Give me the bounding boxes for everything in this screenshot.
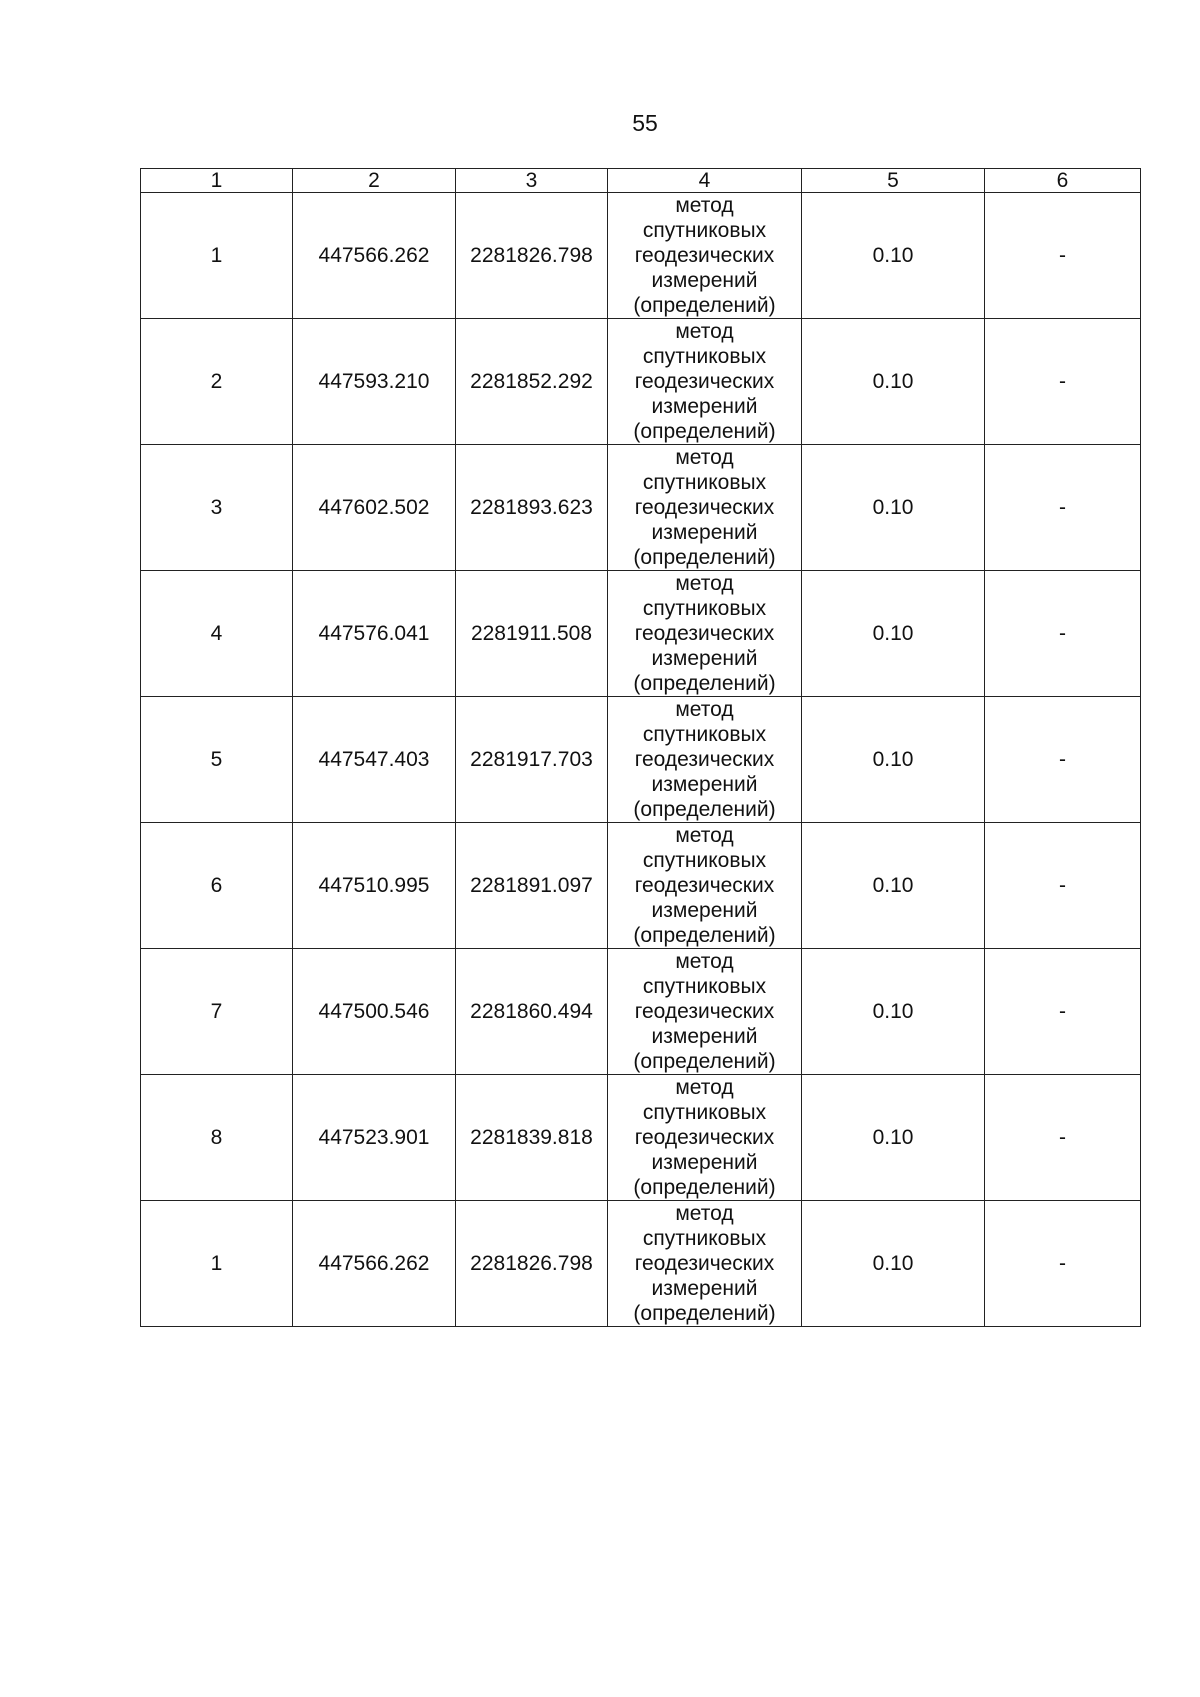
- method-line: спутниковых: [642, 1101, 767, 1124]
- table-row: [141, 697, 1141, 823]
- method-line: измерений: [651, 521, 758, 544]
- page-number: 55: [632, 110, 658, 136]
- method-line: метод: [675, 1076, 734, 1099]
- table-row: [141, 571, 1141, 697]
- note-cell: -: [985, 823, 1141, 949]
- method-line: геодезических: [634, 1000, 775, 1023]
- method-line: измерений: [651, 1151, 758, 1174]
- note-cell: -: [985, 445, 1141, 571]
- point-number-cell: 7: [141, 949, 293, 1075]
- method-line: (определений): [633, 672, 776, 695]
- method-cell: [608, 445, 802, 571]
- point-number-cell: 4: [141, 571, 293, 697]
- y-coordinate-cell: 2281826.798: [456, 193, 608, 319]
- y-coordinate-cell: 2281917.703: [456, 697, 608, 823]
- method-line: метод: [675, 572, 734, 595]
- coordinates-table-container: [140, 168, 1140, 1327]
- method-line: спутниковых: [642, 219, 767, 242]
- method-cell: [608, 319, 802, 445]
- y-coordinate-cell: 2281839.818: [456, 1075, 608, 1201]
- method-line: метод: [675, 194, 734, 217]
- method-line: спутниковых: [642, 723, 767, 746]
- method-cell: [608, 697, 802, 823]
- header-cell-4: 4: [608, 169, 802, 193]
- method-line: измерений: [651, 269, 758, 292]
- method-line: (определений): [633, 924, 776, 947]
- accuracy-cell: 0.10: [802, 445, 985, 571]
- method-line: метод: [675, 824, 734, 847]
- method-line: метод: [675, 950, 734, 973]
- method-line: измерений: [651, 1025, 758, 1048]
- y-coordinate-cell: 2281860.494: [456, 949, 608, 1075]
- note-cell: -: [985, 1201, 1141, 1327]
- header-cell-6: 6: [985, 169, 1141, 193]
- x-coordinate-cell: 447593.210: [293, 319, 456, 445]
- table-row: [141, 193, 1141, 319]
- method-line: спутниковых: [642, 975, 767, 998]
- method-line: спутниковых: [642, 597, 767, 620]
- header-cell-5: 5: [802, 169, 985, 193]
- method-line: метод: [675, 320, 734, 343]
- method-line: геодезических: [634, 370, 775, 393]
- method-line: геодезических: [634, 244, 775, 267]
- method-line: спутниковых: [642, 471, 767, 494]
- point-number-cell: 3: [141, 445, 293, 571]
- method-line: (определений): [633, 1302, 776, 1325]
- x-coordinate-cell: 447510.995: [293, 823, 456, 949]
- accuracy-cell: 0.10: [802, 319, 985, 445]
- accuracy-cell: 0.10: [802, 823, 985, 949]
- x-coordinate-cell: 447566.262: [293, 193, 456, 319]
- note-cell: -: [985, 949, 1141, 1075]
- x-coordinate-cell: 447566.262: [293, 1201, 456, 1327]
- accuracy-cell: 0.10: [802, 193, 985, 319]
- method-line: геодезических: [634, 1252, 775, 1275]
- point-number-cell: 1: [141, 1201, 293, 1327]
- method-line: измерений: [651, 899, 758, 922]
- method-cell: [608, 1201, 802, 1327]
- x-coordinate-cell: 447576.041: [293, 571, 456, 697]
- method-line: спутниковых: [642, 849, 767, 872]
- table-row: [141, 445, 1141, 571]
- method-line: (определений): [633, 1050, 776, 1073]
- table-body: [141, 169, 1141, 1327]
- method-cell: [608, 949, 802, 1075]
- method-line: геодезических: [634, 748, 775, 771]
- method-line: спутниковых: [642, 1227, 767, 1250]
- table-row: [141, 1201, 1141, 1327]
- method-line: геодезических: [634, 496, 775, 519]
- method-cell: [608, 823, 802, 949]
- accuracy-cell: 0.10: [802, 697, 985, 823]
- accuracy-cell: 0.10: [802, 1201, 985, 1327]
- point-number-cell: 5: [141, 697, 293, 823]
- method-line: (определений): [633, 1176, 776, 1199]
- x-coordinate-cell: 447602.502: [293, 445, 456, 571]
- method-cell: [608, 571, 802, 697]
- note-cell: -: [985, 697, 1141, 823]
- accuracy-cell: 0.10: [802, 571, 985, 697]
- note-cell: -: [985, 319, 1141, 445]
- point-number-cell: 6: [141, 823, 293, 949]
- table-row: [141, 1075, 1141, 1201]
- x-coordinate-cell: 447523.901: [293, 1075, 456, 1201]
- point-number-cell: 8: [141, 1075, 293, 1201]
- method-line: (определений): [633, 294, 776, 317]
- method-line: геодезических: [634, 1126, 775, 1149]
- method-cell: [608, 1075, 802, 1201]
- method-line: измерений: [651, 773, 758, 796]
- point-number-cell: 1: [141, 193, 293, 319]
- method-line: геодезических: [634, 874, 775, 897]
- y-coordinate-cell: 2281893.623: [456, 445, 608, 571]
- y-coordinate-cell: 2281826.798: [456, 1201, 608, 1327]
- method-line: (определений): [633, 420, 776, 443]
- y-coordinate-cell: 2281852.292: [456, 319, 608, 445]
- method-line: спутниковых: [642, 345, 767, 368]
- table-row: [141, 823, 1141, 949]
- x-coordinate-cell: 447500.546: [293, 949, 456, 1075]
- table-row: [141, 949, 1141, 1075]
- header-cell-1: 1: [141, 169, 293, 193]
- header-cell-3: 3: [456, 169, 608, 193]
- y-coordinate-cell: 2281891.097: [456, 823, 608, 949]
- method-line: (определений): [633, 798, 776, 821]
- method-line: измерений: [651, 647, 758, 670]
- method-line: метод: [675, 1202, 734, 1225]
- point-number-cell: 2: [141, 319, 293, 445]
- table-row: [141, 319, 1141, 445]
- method-line: измерений: [651, 395, 758, 418]
- note-cell: -: [985, 1075, 1141, 1201]
- table-header-row: [141, 169, 1141, 193]
- coordinates-table: [140, 168, 1141, 1327]
- method-line: (определений): [633, 546, 776, 569]
- x-coordinate-cell: 447547.403: [293, 697, 456, 823]
- y-coordinate-cell: 2281911.508: [456, 571, 608, 697]
- note-cell: -: [985, 193, 1141, 319]
- accuracy-cell: 0.10: [802, 1075, 985, 1201]
- method-line: геодезических: [634, 622, 775, 645]
- method-line: метод: [675, 446, 734, 469]
- method-cell: [608, 193, 802, 319]
- note-cell: -: [985, 571, 1141, 697]
- method-line: измерений: [651, 1277, 758, 1300]
- accuracy-cell: 0.10: [802, 949, 985, 1075]
- method-line: метод: [675, 698, 734, 721]
- header-cell-2: 2: [293, 169, 456, 193]
